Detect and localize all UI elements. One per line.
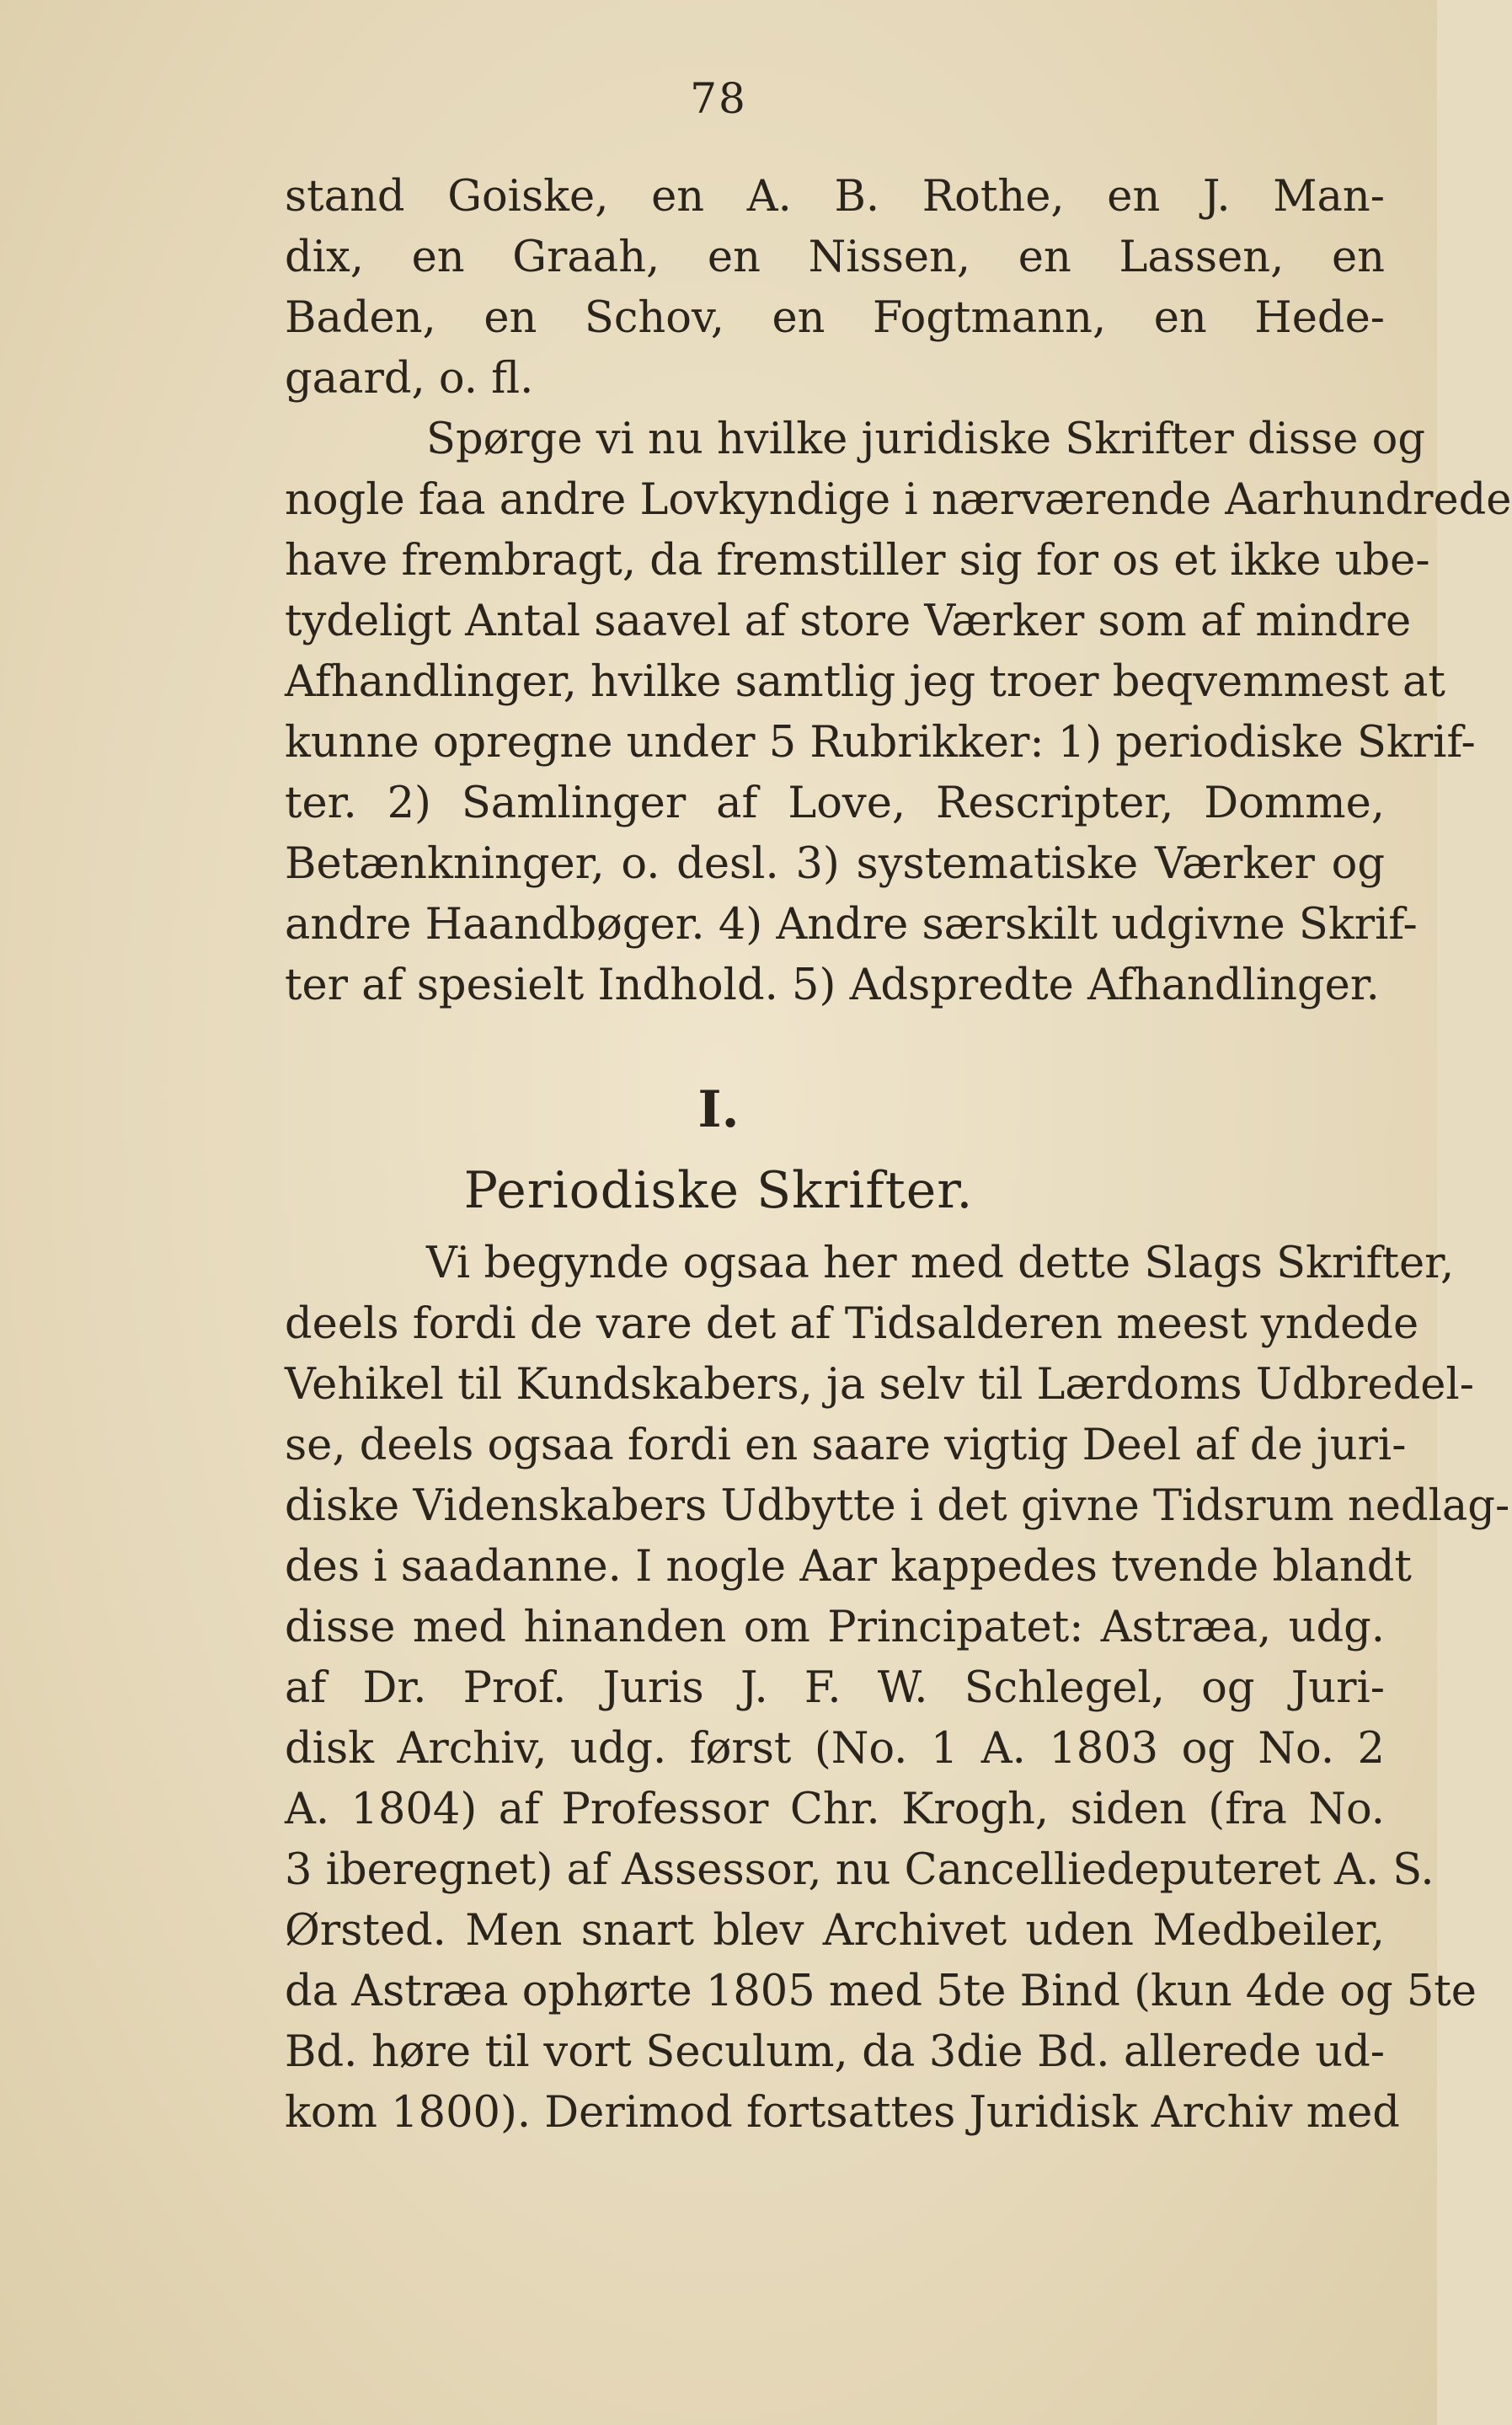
text-line: se, deels ogsaa fordi en saare vigtig Deel af de juri- [285,1421,1407,1470]
text-line: stand Goiske, en A. B. Rothe, en J. Man- [285,172,1385,222]
text-line: deels fordi de vare det af Tidsalderen meest yndede [285,1299,1419,1349]
text-line: disk Archiv, udg. først (No. 1 A. 1803 og No. 2 [285,1724,1385,1774]
text-line: Bd. høre til vort Seculum, da 3die Bd. allerede ud- [285,2027,1385,2077]
text-line: Afhandlinger, hvilke samtlig jeg troer beqvemmest at [285,657,1445,707]
text-line: ter. 2) Samlinger af Love, Rescripter, Domme, [285,779,1385,828]
lower-text-block [285,1234,1510,2144]
section-title: Periodiske Skrifter. [463,1161,974,1220]
text-line: A. 1804) af Professor Chr. Krogh, siden (fra No. [285,1785,1385,1834]
text-line: andre Haandbøger. 4) Andre særskilt udgivne Skrif- [285,900,1418,950]
text-line: 3 iberegnet) af Assessor, nu Cancelliedeputeret A. S. [285,1845,1435,1895]
text-line: kunne opregne under 5 Rubrikker: 1) periodiske Skrif- [285,718,1476,768]
text-line: disse med hinanden om Principatet: Astræa, udg. [285,1603,1385,1652]
text-line: af Dr. Prof. Juris J. F. W. Schlegel, og Juri- [285,1663,1385,1713]
text-line: dix, en Graah, en Nissen, en Lassen, en [285,233,1385,282]
text-line: Vehikel til Kundskabers, ja selv til Lærdoms Udbredel- [285,1360,1474,1410]
text-line: gaard, o. fl. [285,354,534,404]
text-line: Ørsted. Men snart blev Archivet uden Medbeiler, [285,1906,1385,1956]
upper-text-block [285,167,1512,1016]
text-line: tydeligt Antal saavel af store Værker som af mindre [285,597,1412,646]
page-number: 78 [690,74,747,123]
text-line: have frembragt, da fremstiller sig for os et ikke ube- [285,536,1430,586]
text-line: ter af spesielt Indhold. 5) Adspredte Afhandlinger. [285,961,1380,1010]
text-line: Vi begynde ogsaa her med dette Slags Skrifter, [426,1239,1455,1288]
section-numeral: I. [697,1080,740,1139]
text-line: Baden, en Schov, en Fogtmann, en Hede- [285,293,1385,343]
text-line: da Astræa ophørte 1805 med 5te Bind (kun 4de og 5te [285,1967,1477,2016]
text-line: Betænkninger, o. desl. 3) systematiske Værker og [285,839,1385,889]
text-line: des i saadanne. I nogle Aar kappedes tvende blandt [285,1542,1412,1592]
text-line: diske Videnskabers Udbytte i det givne Tidsrum nedlag- [285,1481,1510,1531]
text-line: Spørge vi nu hvilke juridiske Skrifter disse og [426,415,1426,464]
text-line: kom 1800). Derimod fortsattes Juridisk Archiv med [285,2088,1400,2138]
text-line: nogle faa andre Lovkyndige i nærværende Aarhundrede [285,475,1512,525]
